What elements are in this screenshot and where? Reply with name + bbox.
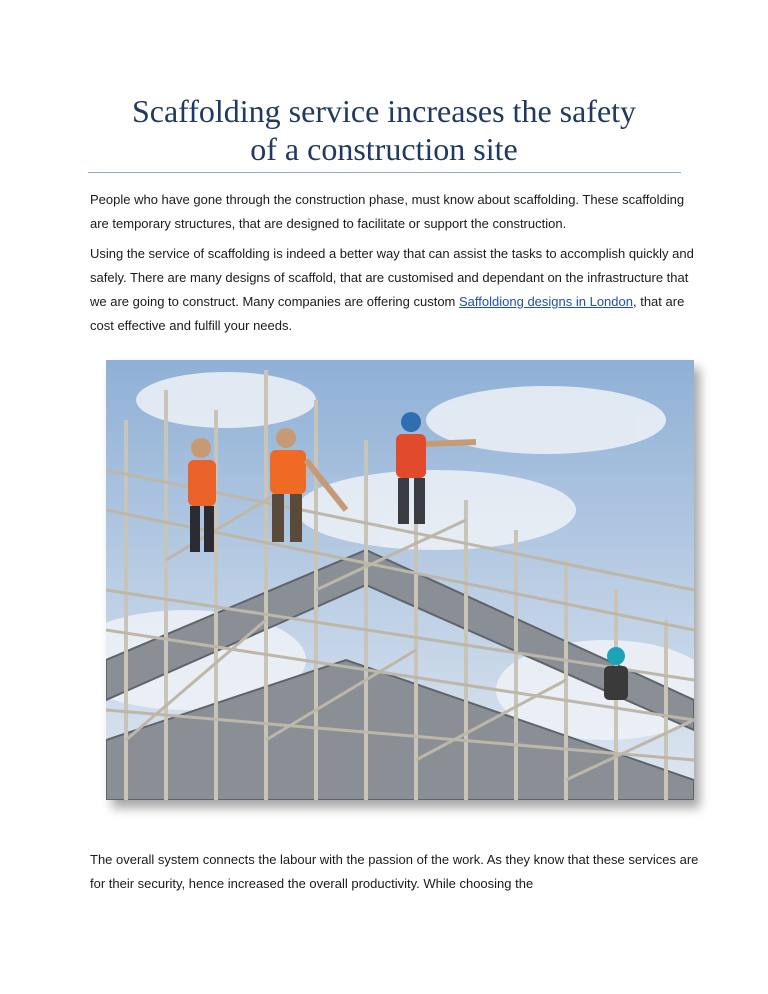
paragraph-service-text: Using the service of scaffolding is indeed a better way that can assist the tasks to accomplish quickly and safely. There are many designs of scaffold, that are customised and dependant on the infrastructure that we are going to construct. Many companies are offering custom [90, 246, 694, 309]
paragraph-service-tail: , that are cost effective and fulfill your needs. [90, 294, 685, 333]
title-divider [88, 172, 681, 173]
title-line-1: Scaffolding service increases the safety [131, 93, 637, 129]
page-title [88, 92, 680, 168]
paragraph-intro: People who have gone through the construction phase, must know about scaffolding. These scaffolding are temporary structures, that are designed to facilitate or support the construction. [90, 192, 685, 231]
worker-4 [604, 647, 628, 700]
paragraph-productivity: The overall system connects the labour with the passion of the work. As they know that these services are for their security, hence increased the overall productivity. While choosing the [90, 852, 699, 891]
scaffolding-photo [106, 360, 694, 800]
scaffolding-designs-link[interactable]: Saffoldiong designs in London [459, 294, 633, 309]
title-line-2: of a construction site [250, 131, 518, 167]
scaffolding-illustration [106, 360, 694, 800]
paragraph-service [90, 242, 700, 338]
